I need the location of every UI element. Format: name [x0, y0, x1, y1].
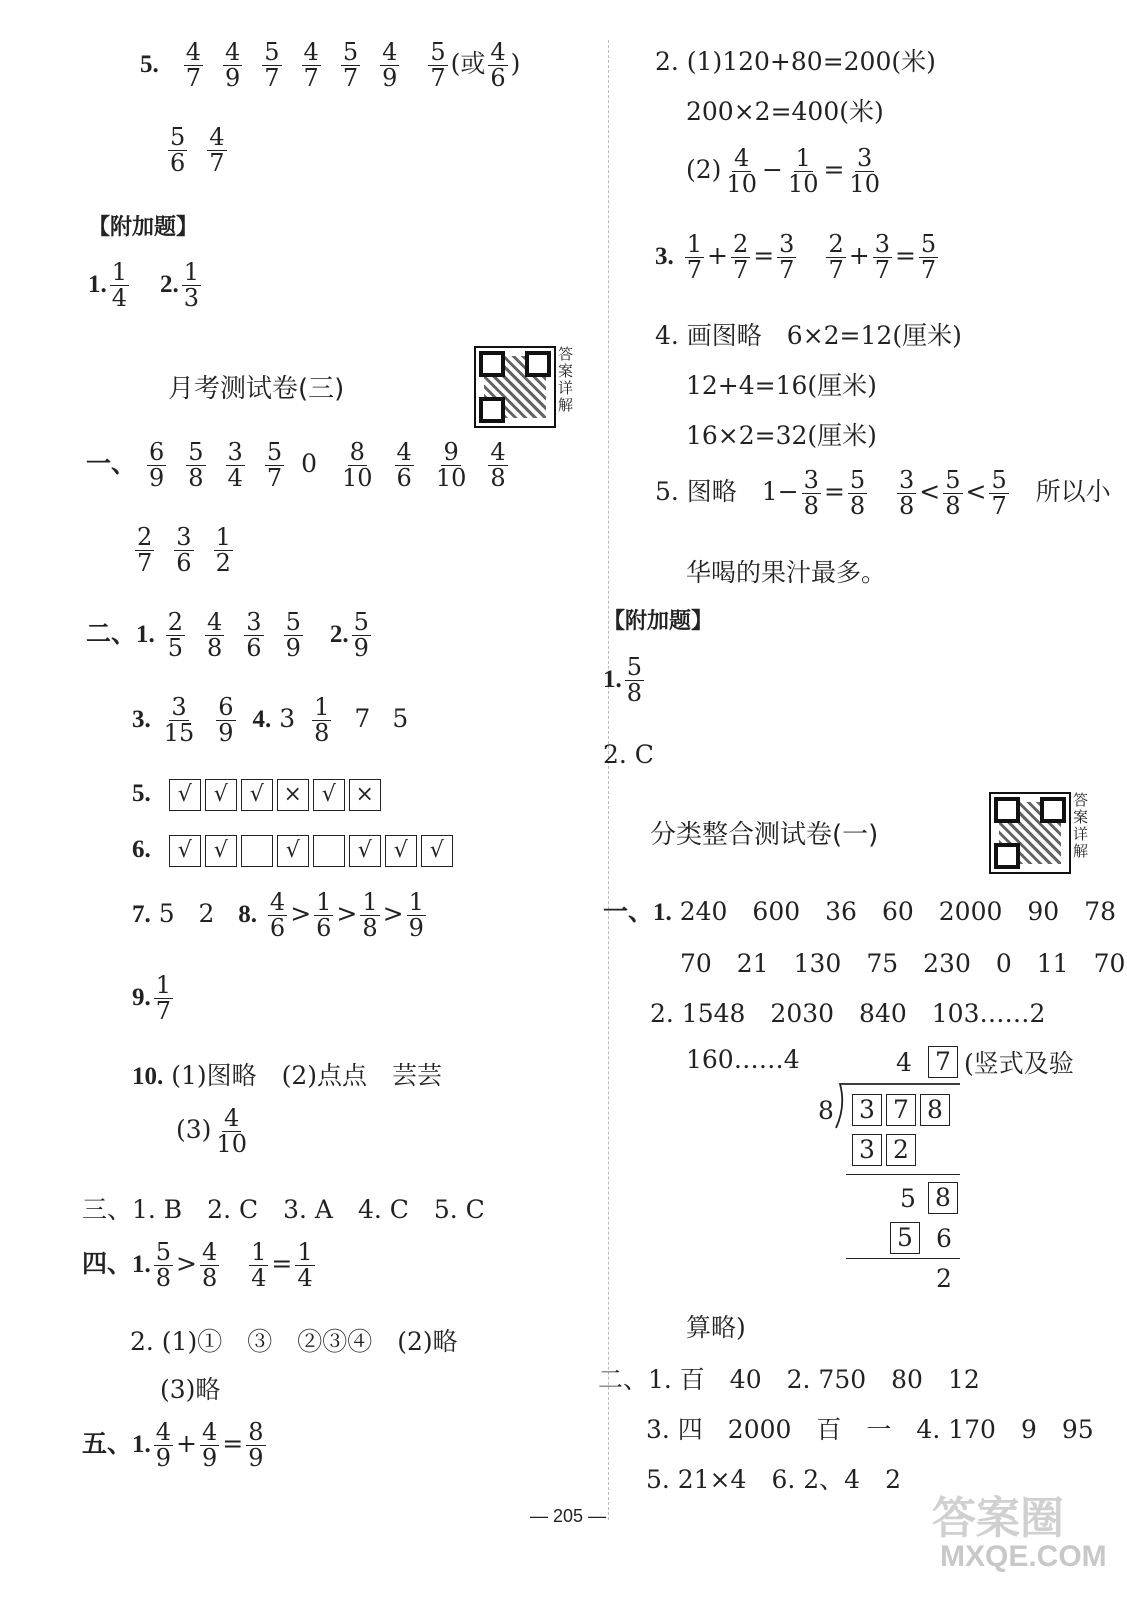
- s4-q1: 四、1. $\frac{5}{8}$ > $\frac{4}{8}$ $\frac{1}{4}$ = $\frac{1}{4}$: [82, 1238, 313, 1293]
- r-q4a: 4. 画图略 6×2=12(厘米): [655, 321, 962, 350]
- r-extra-title: 【附加题】: [603, 609, 714, 634]
- fraction: $\frac{5}{8}$: [849, 466, 866, 521]
- fraction: $\frac{1}{8}$: [362, 888, 378, 943]
- fraction: $\frac{5}{8}$: [626, 653, 643, 708]
- fraction: $\frac{1}{9}$: [408, 888, 424, 943]
- fraction: $\frac{6}{9}$: [148, 438, 165, 493]
- fraction: $\frac{4}{9}$: [224, 38, 241, 93]
- fraction: $\frac{5}{9}$: [285, 608, 301, 663]
- extra-answers: 1. $\frac{1}{4}$ 2. $\frac{1}{3}$: [88, 258, 200, 313]
- fraction: $\frac{5}{9}$: [353, 608, 369, 663]
- fraction: $\frac{3}{7}$: [779, 230, 795, 285]
- fraction: $\frac{4}{10}$: [726, 144, 757, 199]
- r-s1-q2: 2. 1548 2030 840 103……2: [650, 999, 1046, 1028]
- r-s1-row2: 70 21 130 75 230 0 11 70: [680, 949, 1126, 978]
- answer-box: √: [385, 835, 417, 867]
- fraction: $\frac{3}{7}$: [874, 230, 890, 285]
- fraction: $\frac{5}{8}$: [155, 1238, 172, 1293]
- s4-q2: 2. (1)① ③ ②③④ (2)略: [130, 1327, 458, 1356]
- fraction: $\frac{4}{7}$: [209, 123, 225, 178]
- r-s2-q3: 3. 四 2000 百 一 4. 170 9 95: [646, 1415, 1094, 1444]
- fraction: $\frac{5}{7}$: [342, 38, 359, 93]
- column-divider: [608, 40, 609, 1520]
- fraction: $\frac{4}{8}$: [207, 608, 223, 663]
- section-title-monthly-test: 月考测试卷(三): [168, 374, 345, 404]
- answer-box: √: [421, 835, 453, 867]
- fraction: $\frac{1}{8}$: [314, 693, 330, 748]
- answer-box: √: [205, 779, 237, 811]
- r-q3: 3. $\frac{1}{7}$ + $\frac{2}{7}$ = $\frac{3}{7}$ $\frac{2}{7}$ + $\frac{3}{7}$ = $\frac{5}{7}$: [655, 230, 937, 285]
- answer-box: [313, 835, 345, 867]
- s1-row2: [132, 525, 250, 576]
- qr-code-icon[interactable]: [474, 346, 556, 428]
- r-q5: 5. 图略 1− $\frac{3}{8}$ = $\frac{5}{8}$ $\frac{3}{8}$ < $\frac{5}{8}$ < $\frac{5}{7}$ 所以小: [655, 466, 1111, 521]
- fraction: $\frac{3}{6}$: [176, 523, 192, 578]
- fraction: $\frac{1}{7}$: [155, 971, 172, 1026]
- s2-q10: 10. (1)图略 (2)点点 芸芸: [132, 1061, 443, 1090]
- fraction: $\frac{4}{6}$: [269, 888, 286, 943]
- r-s1-q2-tail: 算略): [686, 1313, 746, 1342]
- fraction: $\frac{3}{8}$: [803, 466, 819, 521]
- r-s2-q1: 二、1. 百 40 2. 750 80 12: [598, 1365, 980, 1394]
- r-q4c: 16×2=32(厘米): [686, 421, 877, 450]
- r-extra-2: 2. C: [603, 740, 654, 769]
- fraction: $\frac{3}{6}$: [246, 608, 262, 663]
- fraction: $\frac{5}{7}$: [264, 38, 280, 93]
- r-q5-line2: 华喝的果汁最多。: [686, 558, 887, 587]
- fraction: $\frac{3}{4}$: [227, 438, 243, 493]
- fraction: $\frac{4}{9}$: [382, 38, 398, 93]
- fraction: $\frac{5}{8}$: [188, 438, 204, 493]
- fraction: $\frac{4}{7}$: [185, 38, 201, 93]
- fraction: $\frac{4}{8}$: [202, 1238, 218, 1293]
- r-q2-1b: 200×2=400(米): [686, 97, 884, 126]
- answer-box: √: [241, 779, 273, 811]
- s2-row1: 二、1. $\frac{2}{5}$ $\frac{4}{8}$ $\frac{3}{6}$ $\frac{5}{9}$ 2. $\frac{5}{9}$: [86, 608, 369, 663]
- answer-box: ×: [277, 779, 309, 811]
- fraction: $\frac{1}{6}$: [316, 888, 332, 943]
- fraction: $\frac{4}{7}$: [303, 38, 319, 93]
- page-number: — 205 —: [530, 1506, 607, 1526]
- answer-box: √: [205, 835, 237, 867]
- fraction: $\frac{2}{5}$: [167, 608, 183, 663]
- answer-box: √: [349, 835, 381, 867]
- r-q4b: 12+4=16(厘米): [686, 371, 877, 400]
- s2-q5-marks: 5. √ √ √ × √ ×: [132, 778, 385, 811]
- fraction: $\frac{5}{7}$: [430, 38, 446, 93]
- s2-q6-marks: 6. √ √ √ √ √ √: [132, 834, 457, 867]
- s4-q2-3: (3)略: [160, 1375, 221, 1404]
- fraction: $\frac{3}{10}$: [849, 144, 880, 199]
- fraction: $\frac{8}{9}$: [248, 1418, 264, 1473]
- answer-box: √: [169, 779, 201, 811]
- r-q2-2: (2) $\frac{4}{10}$ − $\frac{1}{10}$ = $\frac{3}{10}$: [686, 144, 880, 199]
- r-s1-row1: 一、1. 240 600 36 60 2000 90 78: [603, 897, 1117, 926]
- r-extra-1: 1. $\frac{5}{8}$: [603, 653, 643, 708]
- qr-label: 答案详解: [558, 345, 574, 414]
- s2-q9: 9. $\frac{1}{7}$: [132, 971, 172, 1026]
- left-q5-row2: [165, 125, 244, 176]
- fraction: $\frac{1}{4}$: [111, 258, 128, 313]
- fraction: $\frac{3}{15}$: [163, 693, 195, 748]
- answer-box: √: [313, 779, 345, 811]
- q5-label: 5.: [140, 51, 159, 79]
- fraction: $\frac{1}{4}$: [251, 1238, 267, 1293]
- fraction: $\frac{5}{8}$: [945, 466, 961, 521]
- fraction: $\frac{5}{6}$: [170, 123, 186, 178]
- fraction: $\frac{1}{7}$: [686, 230, 702, 285]
- left-q5-row1: 5. $\frac{4}{7}$ $\frac{4}{9}$ $\frac{5}{7}$ $\frac{4}{7}$ $\frac{5}{7}$ $\frac{4}{9}$ $\frac{5}{7}$ (或 $\frac{4}{6}$ ): [140, 38, 521, 93]
- answer-box: [241, 835, 273, 867]
- fraction: $\frac{4}{9}$: [202, 1418, 218, 1473]
- fraction: $\frac{2}{7}$: [137, 523, 153, 578]
- fraction: $\frac{9}{10}$: [435, 438, 467, 493]
- fraction: $\frac{1}{4}$: [297, 1238, 313, 1293]
- fraction: $\frac{3}{8}$: [899, 466, 915, 521]
- fraction: $\frac{4}{6}$: [396, 438, 412, 493]
- s5-q1: 五、1. $\frac{4}{9}$ + $\frac{4}{9}$ = $\frac{8}{9}$: [82, 1418, 264, 1473]
- fraction: $\frac{2}{7}$: [828, 230, 844, 285]
- fraction: $\frac{1}{2}$: [215, 523, 231, 578]
- fraction: $\frac{4}{10}$: [216, 1104, 247, 1159]
- fraction: $\frac{5}{7}$: [920, 230, 937, 285]
- fraction: $\frac{1}{10}$: [787, 144, 819, 199]
- qr-label: 答案详解: [1073, 791, 1089, 860]
- fraction: $\frac{5}{7}$: [991, 466, 1007, 521]
- answer-box: ×: [349, 779, 381, 811]
- s3-answers: 三、1. B 2. C 3. A 4. C 5. C: [82, 1195, 485, 1224]
- watermark-url: MXQE.COM: [940, 1540, 1107, 1573]
- watermark-logo: 答案圈: [932, 1494, 1064, 1543]
- r-s2-q5: 5. 21×4 6. 2、4 2: [646, 1465, 901, 1494]
- s1-row1: 一、 $\frac{6}{9}$ $\frac{5}{8}$ $\frac{3}{4}$ $\frac{5}{7}$ 0 $\frac{8}{10}$ $\frac{4}{6}$ $\frac{9}{10}$ $\frac{4}{8}$: [86, 438, 506, 493]
- fraction: $\frac{6}{9}$: [218, 693, 234, 748]
- answer-box: √: [169, 835, 201, 867]
- s2-row3: 3. $\frac{3}{15}$ $\frac{6}{9}$ 4. 3 $\frac{1}{8}$ 7 5: [132, 693, 409, 748]
- r-s1-q2b: 160……4: [686, 1045, 800, 1074]
- s2-q7-q8: 7. 5 2 8. $\frac{4}{6}$ > $\frac{1}{6}$ > $\frac{1}{8}$ > $\frac{1}{9}$: [132, 888, 424, 943]
- fraction: $\frac{4}{8}$: [490, 438, 506, 493]
- r-q2-1: 2. (1)120+80=200(米): [655, 47, 936, 76]
- s2-q10-3: (3) $\frac{4}{10}$: [176, 1104, 247, 1159]
- fraction: $\frac{1}{3}$: [183, 258, 200, 313]
- fraction: $\frac{2}{7}$: [732, 230, 749, 285]
- fraction: $\frac{5}{7}$: [266, 438, 283, 493]
- fraction: $\frac{8}{10}$: [342, 438, 373, 493]
- fraction: $\frac{4}{9}$: [155, 1418, 172, 1473]
- answer-box: √: [277, 835, 309, 867]
- section-title-classified-test: 分类整合测试卷(一): [650, 820, 879, 850]
- extra-title: 【附加题】: [88, 215, 199, 240]
- qr-code-icon[interactable]: [989, 792, 1071, 874]
- fraction: $\frac{4}{6}$: [490, 38, 506, 93]
